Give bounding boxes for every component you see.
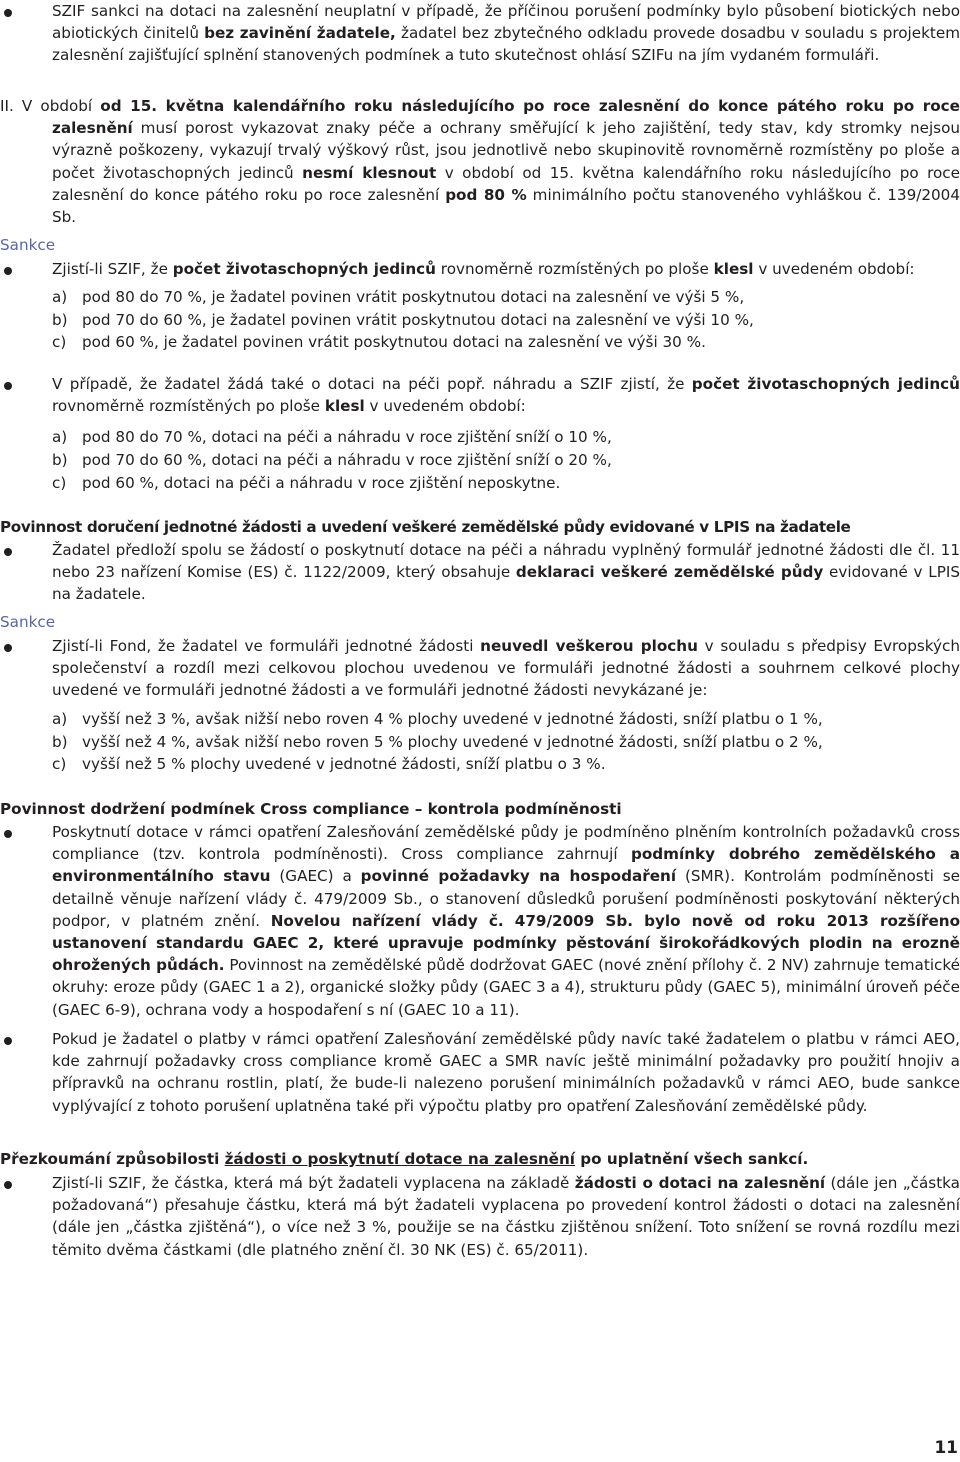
text: rovnoměrně rozmístěných po ploše (52, 397, 325, 416)
section-heading: Povinnost doručení jednotné žádosti a uvedení veškeré zemědělské půdy evidované v LPIS na žadatele (0, 518, 851, 536)
paragraph (52, 635, 960, 702)
bold-text: Novelou nařízení vlády č. 479/2009 Sb. bylo nově od roku 2013 rozšířeno ustanovení standardu GAEC 2, které upravuje podmínky pěstování širokořádkových plodin na erozně ohrožených půdách. (52, 911, 960, 975)
text: musí porost vykazovat znaky péče a ochrany směřující k jeho zajištění, tedy stav, kdy stromky nejsou výrazně poškozeny, vykazují trvalý výškový růst, jsou jednotlivě nebo skupinovitě rovnoměrně rozmístěny po ploše a počet životaschopných jedinců (52, 119, 960, 182)
bold-text: deklaraci veškeré zemědělské půdy (515, 563, 824, 582)
list-key: b) (52, 311, 68, 329)
list-text: vyšší než 3 %, avšak nižší nebo roven 4 % plochy uvedené v jednotné žádosti, sníží platbu o 1 %, (82, 710, 823, 728)
text: Přezkoumání způsobilosti (0, 1150, 225, 1168)
bold-text: neuvedl veškerou plochu (480, 637, 698, 655)
text: v souladu s předpisy Evropských společenství a rozdíl mezi celkovou plochou uvedenou ve formuláři jednotné žádosti a souhrnem celkové plochy uvedené ve formuláři jednotné žádosti a ve formuláři jednotné žádosti nevykázané je: (52, 637, 960, 700)
bold-text: pod 80 % (445, 185, 527, 204)
bold-text: nesmí klesnout (302, 163, 437, 182)
text: Povinnost na zemědělské půdě dodržovat GAEC (nové znění přílohy č. 2 NV) zahrnuje tematické okruhy: eroze půdy (GAEC 1 a 2), organické složky půdy (GAEC 3 a 4), strukturu půdy (GAEC 5), minimální úroveň péče (GAEC 6-9), ochrana vody a hospodaření s ní (GAEC 10 a 11). (52, 956, 960, 1019)
sankce-label: Sankce (0, 613, 56, 631)
bold-text: počet životaschopných jedinců (172, 260, 436, 278)
bold-text: klesl (324, 397, 365, 416)
list-item (52, 731, 952, 753)
paragraph (52, 258, 960, 280)
underlined-text: žádosti o poskytnutí dotace na zalesnění (224, 1150, 576, 1168)
bold-text: povinné požadavky na hospodaření (360, 867, 677, 886)
list-key: b) (52, 451, 68, 469)
list-item (52, 426, 952, 448)
text: Žadatel předloží spolu se žádostí o poskytnutí dotace na péči a náhradu vyplněný formulář jednotné žádosti dle čl. 11 nebo 23 nařízení Komise (ES) č. 1122/2009, který obsahuje (52, 541, 960, 582)
bullet-icon (4, 548, 12, 556)
text: V případě, že žadatel žádá také o dotaci na péči popř. náhradu a SZIF zjistí, že (52, 375, 692, 393)
list-item (52, 331, 952, 353)
bullet-item (0, 821, 960, 1021)
list-key: b) (52, 733, 68, 751)
bullet-item (0, 373, 960, 417)
bullet-item (0, 1172, 960, 1261)
list-text: pod 70 do 60 %, dotaci na péči a náhradu v roce zjištění sníží o 20 %, (82, 451, 612, 469)
list-item (52, 449, 952, 471)
text: evidované v LPIS na žadatele. (52, 563, 960, 604)
text: Zjistí-li SZIF, že částka, která má být žadateli vyplacena na základě (52, 1174, 575, 1192)
bullet-item (0, 0, 960, 67)
section-heading (0, 1148, 960, 1170)
text: v uvedeném období: (753, 260, 915, 278)
text: SZIF sankci na dotaci na zalesnění neuplatní v případě, že příčinou porušení podmínky bylo působení biotických nebo abiotických činitelů (52, 2, 960, 43)
bold-text: počet životaschopných jedinců (691, 375, 960, 393)
text: (dále jen „částka požadovaná“) přesahuje částku, která má být žadateli vyplacena po provedení kontrol žádosti o dotaci na zalesnění (dále jen „částka zjištěná“), o více než 3 %, použije se na částku zjištěnou snížení. Toto snížení se rovná rozdílu mezi těmito dvěma částkami (dle platného znění čl. 30 NK (ES) č. 65/2011). (52, 1174, 960, 1259)
text: minimálního počtu stanoveného vyhláškou č. 139/2004 Sb. (52, 185, 960, 227)
bullet-item (0, 258, 960, 280)
list-item (52, 286, 952, 308)
list-text: pod 80 do 70 %, je žadatel povinen vrátit poskytnutou dotaci na zalesnění ve výši 5 %, (82, 288, 745, 306)
bullet-icon (4, 830, 12, 838)
paragraph (52, 1172, 960, 1261)
bullet-item (0, 539, 960, 606)
bullet-icon (4, 382, 12, 390)
text: po uplatnění všech sankcí. (575, 1150, 809, 1168)
list-item (52, 309, 952, 331)
text: (GAEC) a (270, 867, 361, 886)
section-ii (0, 95, 960, 228)
list-item (52, 708, 952, 730)
list-text: pod 70 do 60 %, je žadatel povinen vrátit poskytnutou dotaci na zalesnění ve výši 10 %, (82, 311, 754, 329)
bullet-icon (4, 644, 12, 652)
section-heading: Povinnost dodržení podmínek Cross compliance – kontrola podmíněnosti (0, 800, 622, 818)
text: v uvedeném období: (364, 397, 526, 416)
sankce-label: Sankce (0, 236, 56, 254)
bold-text: bez zavinění žadatele, (204, 24, 396, 43)
text: II. V období (0, 97, 101, 115)
paragraph (52, 0, 960, 67)
bold-text: klesl (713, 260, 754, 278)
list-text: pod 60 %, je žadatel povinen vrátit poskytnutou dotaci na zalesnění ve výši 30 %. (82, 333, 706, 351)
list-key: a) (52, 428, 68, 446)
text: rovnoměrně rozmístěných po ploše (435, 260, 714, 278)
text: v období od 15. května kalendářního roku následujícího po roce zalesnění do konce pátého roku po roce zalesnění (52, 163, 960, 204)
bold-text: podmínky dobrého zemědělského a environmentálního stavu (52, 845, 960, 886)
text: (SMR). Kontrolám podmíněnosti se detailně věnuje nařízení vlády č. 479/2009 Sb., o stanovení důsledků porušení podmíněnosti poskytování některých podpor, v platném znění. (52, 867, 960, 930)
list-text: pod 60 %, dotaci na péči a náhradu v roce zjištění neposkytne. (82, 474, 561, 492)
page-number: 11 (934, 1438, 958, 1458)
list-text: vyšší než 5 % plochy uvedené v jednotné žádosti, sníží platbu o 3 %. (82, 755, 606, 773)
text: Poskytnutí dotace v rámci opatření Zalesňování zemědělské půdy je podmíněno plněním kontrolních požadavků cross compliance (tzv. kontrola podmíněnosti). Cross compliance zahrnují (52, 823, 960, 864)
bold-text: od 15. května kalendářního roku následujícího po roce zalesnění do konce pátého roku po roce zalesnění (52, 97, 960, 138)
bullet-item (0, 1028, 960, 1117)
paragraph (52, 539, 960, 606)
list-text: vyšší než 4 %, avšak nižší nebo roven 5 % plochy uvedené v jednotné žádosti, sníží platbu o 2 %, (82, 733, 823, 751)
bold-text: žádosti o dotaci na zalesnění (574, 1174, 826, 1192)
text: Zjistí-li Fond, že žadatel ve formuláři jednotné žádosti (52, 637, 481, 655)
list-key: c) (52, 474, 67, 492)
text: žadatel bez zbytečného odkladu provede dosadbu v souladu s projektem zalesnění zajišťující splnění stanovených podmínek a tuto skutečnost ohlásí SZIFu na jím vydaném formuláři. (52, 24, 960, 65)
text: Zjistí-li SZIF, že (52, 260, 173, 278)
list-key: c) (52, 755, 67, 773)
bullet-icon (4, 267, 12, 275)
list-key: c) (52, 333, 67, 351)
list-text: pod 80 do 70 %, dotaci na péči a náhradu v roce zjištění sníží o 10 %, (82, 428, 612, 446)
paragraph: Pokud je žadatel o platby v rámci opatření Zalesňování zemědělské půdy navíc také žadatelem o platbu v rámci AEO, kde zahrnují požadavky cross compliance kromě GAEC a SMR navíc ještě minimální požadavky pro použití hnojiv a přípravků na ochranu rostlin, platí, že bude-li nalezeno porušení minimálních požadavků v rámci AEO, bude sankce vyplývající z tohoto porušení uplatněna také při výpočtu platby pro opatření Zalesňování zemědělské půdy. (52, 1030, 960, 1115)
list-key: a) (52, 710, 68, 728)
list-key: a) (52, 288, 68, 306)
bullet-icon (4, 9, 12, 17)
list-item (52, 472, 952, 494)
paragraph (52, 373, 960, 417)
paragraph (0, 95, 960, 228)
list-item (52, 753, 952, 775)
bullet-icon (4, 1037, 12, 1045)
bullet-icon (4, 1181, 12, 1189)
bullet-item (0, 635, 960, 702)
paragraph (52, 821, 960, 1021)
